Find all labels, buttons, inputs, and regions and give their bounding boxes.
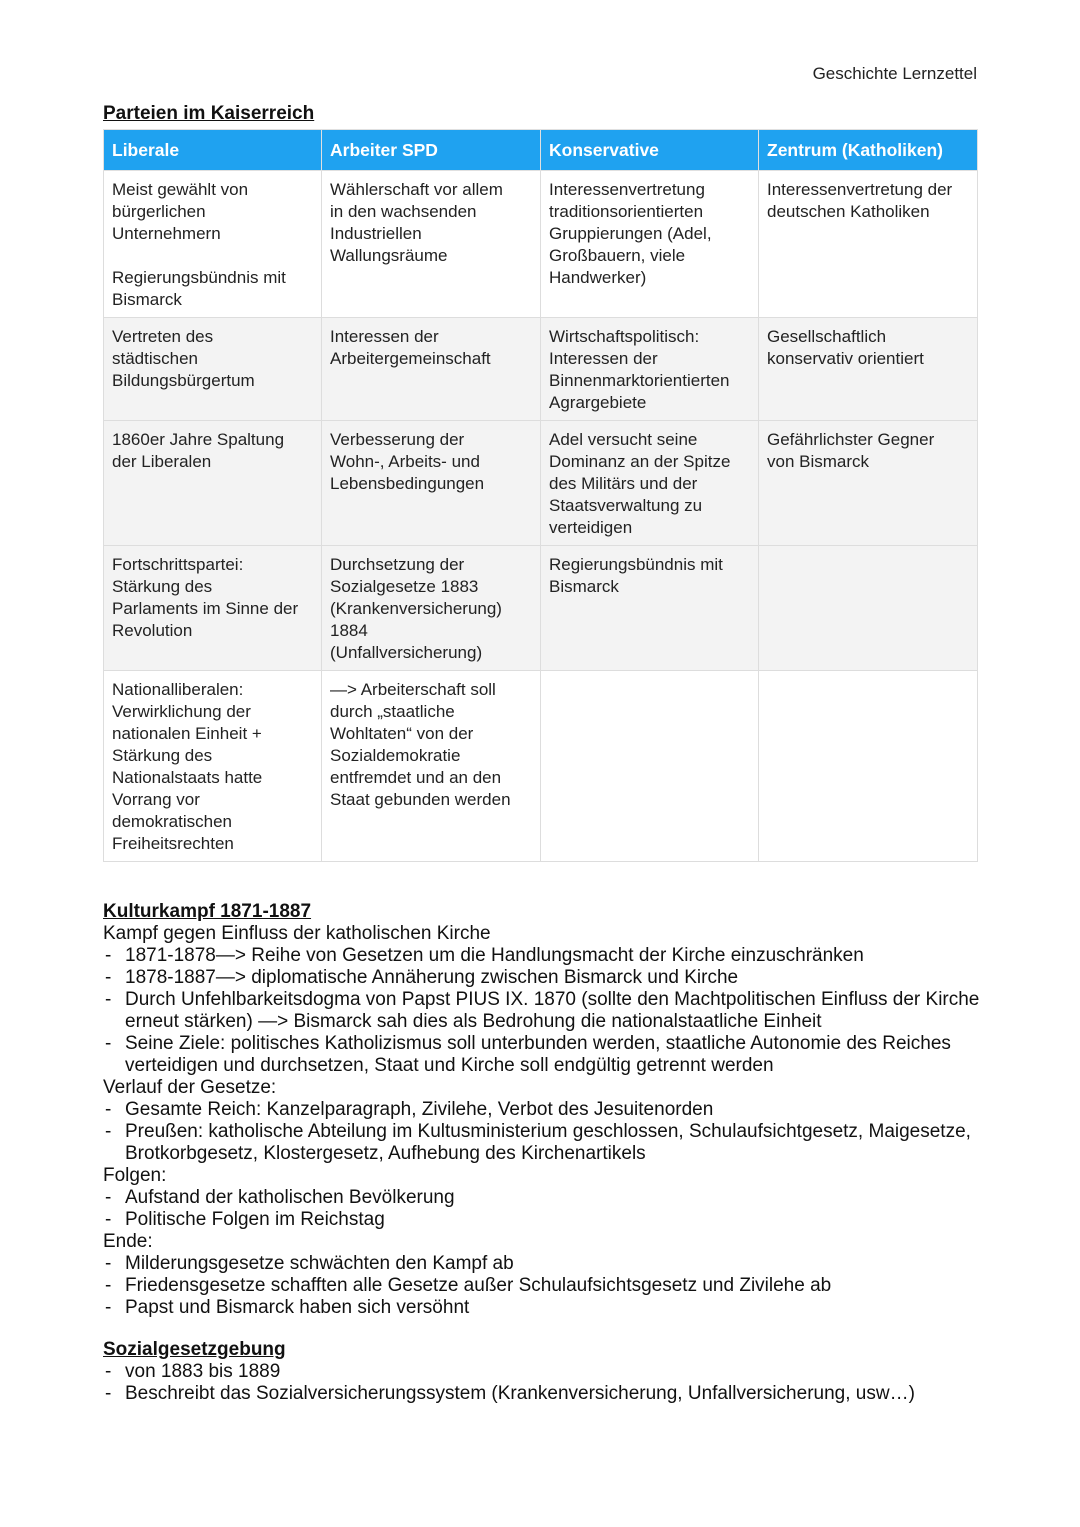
table-cell: —> Arbeiterschaft soll durch „staatliche Wohltaten“ von der Sozialdemokratie entfremdet und an den Staat gebunden werden <box>322 671 541 862</box>
sozial-body <box>103 1361 983 1405</box>
table-cell <box>759 546 978 671</box>
table-cell: Verbesserung der Wohn-, Arbeits- und Lebensbedingungen <box>322 421 541 546</box>
table-cell: Meist gewählt von bürgerlichen Unternehmern Regierungsbündnis mit Bismarck <box>104 171 322 318</box>
column-header: Arbeiter SPD <box>322 130 541 171</box>
list-item: - 1871-1878—> Reihe von Gesetzen um die Handlungsmacht der Kirche einzuschränken <box>103 945 983 967</box>
table-cell <box>541 671 759 862</box>
verlauf-label: Verlauf der Gesetze: <box>103 1077 277 1098</box>
table-header-row <box>104 130 978 171</box>
table-row <box>104 318 978 421</box>
table-row <box>104 671 978 862</box>
parties-table <box>103 129 978 862</box>
table-cell: Vertreten des städtischen Bildungsbürgertum <box>104 318 322 421</box>
sozial-title: Sozialgesetzgebung <box>103 1339 286 1360</box>
column-header: Liberale <box>104 130 322 171</box>
list-item: - Politische Folgen im Reichstag <box>103 1209 983 1231</box>
column-header: Konservative <box>541 130 759 171</box>
table-cell: Gesellschaftlich konservativ orientiert <box>759 318 978 421</box>
kulturkampf-intro: Kampf gegen Einfluss der katholischen Kirche <box>103 923 491 944</box>
list-item: - Preußen: katholische Abteilung im Kultusministerium geschlossen, Schulaufsichtgesetz, Maigesetze, Brotkorbgesetz, Klostergesetz, Aufhebung des Kirchenartikels <box>103 1121 983 1165</box>
list-item: - Beschreibt das Sozialversicherungssystem (Krankenversicherung, Unfallversicherung, usw…) <box>103 1383 983 1405</box>
list-item: - Papst und Bismarck haben sich versöhnt <box>103 1297 983 1319</box>
document-subject: Geschichte Lernzettel <box>812 64 977 83</box>
table-row <box>104 546 978 671</box>
table-cell: Wirtschaftspolitisch: Interessen der Binnenmarktorientierten Agrargebiete <box>541 318 759 421</box>
list-item: - Aufstand der katholischen Bevölkerung <box>103 1187 983 1209</box>
list-item: - Milderungsgesetze schwächten den Kampf ab <box>103 1253 983 1275</box>
folgen-label: Folgen: <box>103 1165 167 1186</box>
kulturkampf-body <box>103 923 983 1319</box>
table-cell: Fortschrittspartei: Stärkung des Parlaments im Sinne der Revolution <box>104 546 322 671</box>
list-item: - 1878-1887—> diplomatische Annäherung zwischen Bismarck und Kirche <box>103 967 983 989</box>
list-item: - Durch Unfehlbarkeitsdogma von Papst PIUS IX. 1870 (sollte den Machtpolitischen Einfluss der Kirche erneut stärken) —> Bismarck sah dies als Bedrohung die nationalstaatliche Einheit <box>103 989 983 1033</box>
column-header: Zentrum (Katholiken) <box>759 130 978 171</box>
ende-label: Ende: <box>103 1231 153 1252</box>
kulturkampf-title: Kulturkampf 1871-1887 <box>103 901 312 922</box>
table-cell: Adel versucht seine Dominanz an der Spitze des Militärs und der Staatsverwaltung zu verteidigen <box>541 421 759 546</box>
list-item: - von 1883 bis 1889 <box>103 1361 983 1383</box>
table-cell: Regierungsbündnis mit Bismarck <box>541 546 759 671</box>
table-cell: Interessenvertretung der deutschen Katholiken <box>759 171 978 318</box>
table-cell: Nationalliberalen: Verwirklichung der nationalen Einheit + Stärkung des Nationalstaats hatte Vorrang vor demokratischen Freiheitsrechten <box>104 671 322 862</box>
table-cell: Wählerschaft vor allem in den wachsenden Industriellen Wallungsräume <box>322 171 541 318</box>
table-cell <box>759 671 978 862</box>
parties-title: Parteien im Kaiserreich <box>103 103 315 124</box>
table-cell: Gefährlichster Gegner von Bismarck <box>759 421 978 546</box>
table-cell: 1860er Jahre Spaltung der Liberalen <box>104 421 322 546</box>
list-item: - Friedensgesetze schafften alle Gesetze außer Schulaufsichtsgesetz und Zivilehe ab <box>103 1275 983 1297</box>
list-item: - Gesamte Reich: Kanzelparagraph, Zivilehe, Verbot des Jesuitenorden <box>103 1099 983 1121</box>
list-item: - Seine Ziele: politisches Katholizismus soll unterbunden werden, staatliche Autonomie des Reiches verteidigen und durchsetzen, Staat und Kirche soll endgültig getrennt werden <box>103 1033 983 1077</box>
table-cell: Interessen der Arbeitergemeinschaft <box>322 318 541 421</box>
table-cell: Interessenvertretung traditionsorientierten Gruppierungen (Adel, Großbauern, viele Handwerker) <box>541 171 759 318</box>
table-row <box>104 171 978 318</box>
table-row <box>104 421 978 546</box>
table-cell: Durchsetzung der Sozialgesetze 1883 (Krankenversicherung) 1884 (Unfallversicherung) <box>322 546 541 671</box>
